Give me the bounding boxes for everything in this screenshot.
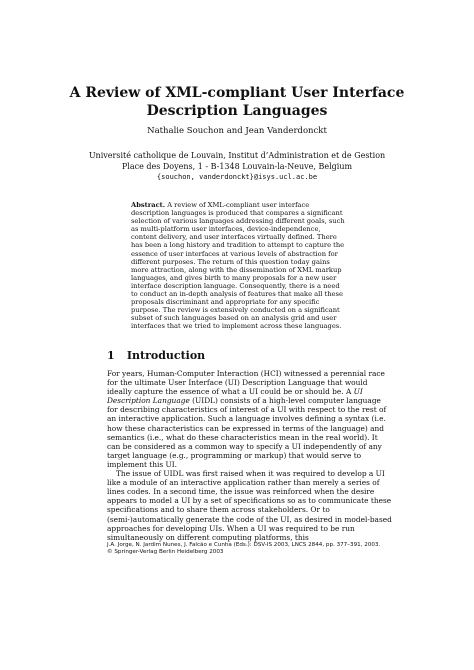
title-line-2: Description Languages bbox=[146, 103, 328, 119]
paper-title bbox=[40, 84, 434, 120]
paragraph-1-text-b: (UIDL) consists of a high-level computer language for describing characteristics of interest of a UI with respect to the rest of an interactive application. Such a language involves defining a syntax (i.e. how these characteristics can be expressed in terms of the language) and semantics (i.e., what do these characteristics mean in the real world). It can be considered as a common way to specify a UI independently of any target language (e.g., programming or markup) that would serve to implement this UI. bbox=[107, 396, 387, 469]
authors: Nathalie Souchon and Jean Vanderdonckt bbox=[147, 126, 327, 136]
abstract-label: Abstract. bbox=[131, 201, 166, 209]
title-line-1: A Review of XML-compliant User Interface bbox=[69, 85, 405, 101]
footnote bbox=[107, 542, 392, 556]
affiliation-line-1: Université catholique de Louvain, Institut d’Administration et de Gestion bbox=[88, 151, 386, 160]
abstract bbox=[131, 201, 346, 331]
affiliation-line-2: Place des Doyens, 1 - B-1348 Louvain-la-Neuve, Belgium bbox=[121, 161, 353, 171]
affiliation-email: {souchon, vanderdonckt}@isys.ucl.ac.be bbox=[156, 173, 318, 181]
footnote-citation: J.A. Jorge, N. Jardim Nunes, J. Falcão e Cunha (Eds.): DSV-IS 2003, LNCS 2844, pp. 377–391, 2003. bbox=[107, 542, 381, 548]
paragraph-1 bbox=[107, 369, 392, 469]
section-number: 1 bbox=[107, 349, 115, 362]
section-heading bbox=[107, 349, 205, 362]
paragraph-1-emphasis: UI Description Language bbox=[107, 387, 363, 406]
paragraph-2: The issue of UIDL was first raised when it was required to develop a UI like a module of an interactive application rather than merely a series of lines codes. In a second time, the issue was reinforced when the desire appears to model a UI by a set of specifications so as to communicate these specifications and to share them across stakeholders. Or to (semi-)automatically generate the code of the UI, as desired in model-based approaches for developing UIs. When a UI was required to be run simultaneously on different computing platforms, this bbox=[107, 469, 392, 542]
paragraph-1-text-a: For years, Human-Computer Interaction (HCI) witnessed a perennial race for the ultimate User Interface (UI) Description Language that would ideally capture the essence of what a UI could be or should be. A bbox=[107, 369, 385, 397]
abstract-text: A review of XML-compliant user interface description languages is produced that compares a significant selection of various languages addressing different goals, such as multi-platform user interfaces, device-independence, content delivery, and user interfaces virtually defined. There has been a long history and tradition to attempt to capture the essence of user interfaces at various levels of abstraction for different purposes. The return of this question today gains more attraction, along with the dissemination of XML markup languages, and gives birth to many proposals for a new user interface description language. Consequently, there is a need to conduct an in-depth analysis of features that make all these proposals discriminant and appropriate for any specific purpose. The review is extensively conducted on a significant subset of such languages based on an analysis grid and user interfaces that we tried to implement across these languages. bbox=[131, 201, 345, 331]
affiliation bbox=[40, 151, 434, 183]
section-title: Introduction bbox=[126, 349, 206, 362]
footnote-copyright: © Springer-Verlag Berlin Heidelberg 2003 bbox=[107, 549, 224, 555]
section-body bbox=[107, 369, 392, 542]
